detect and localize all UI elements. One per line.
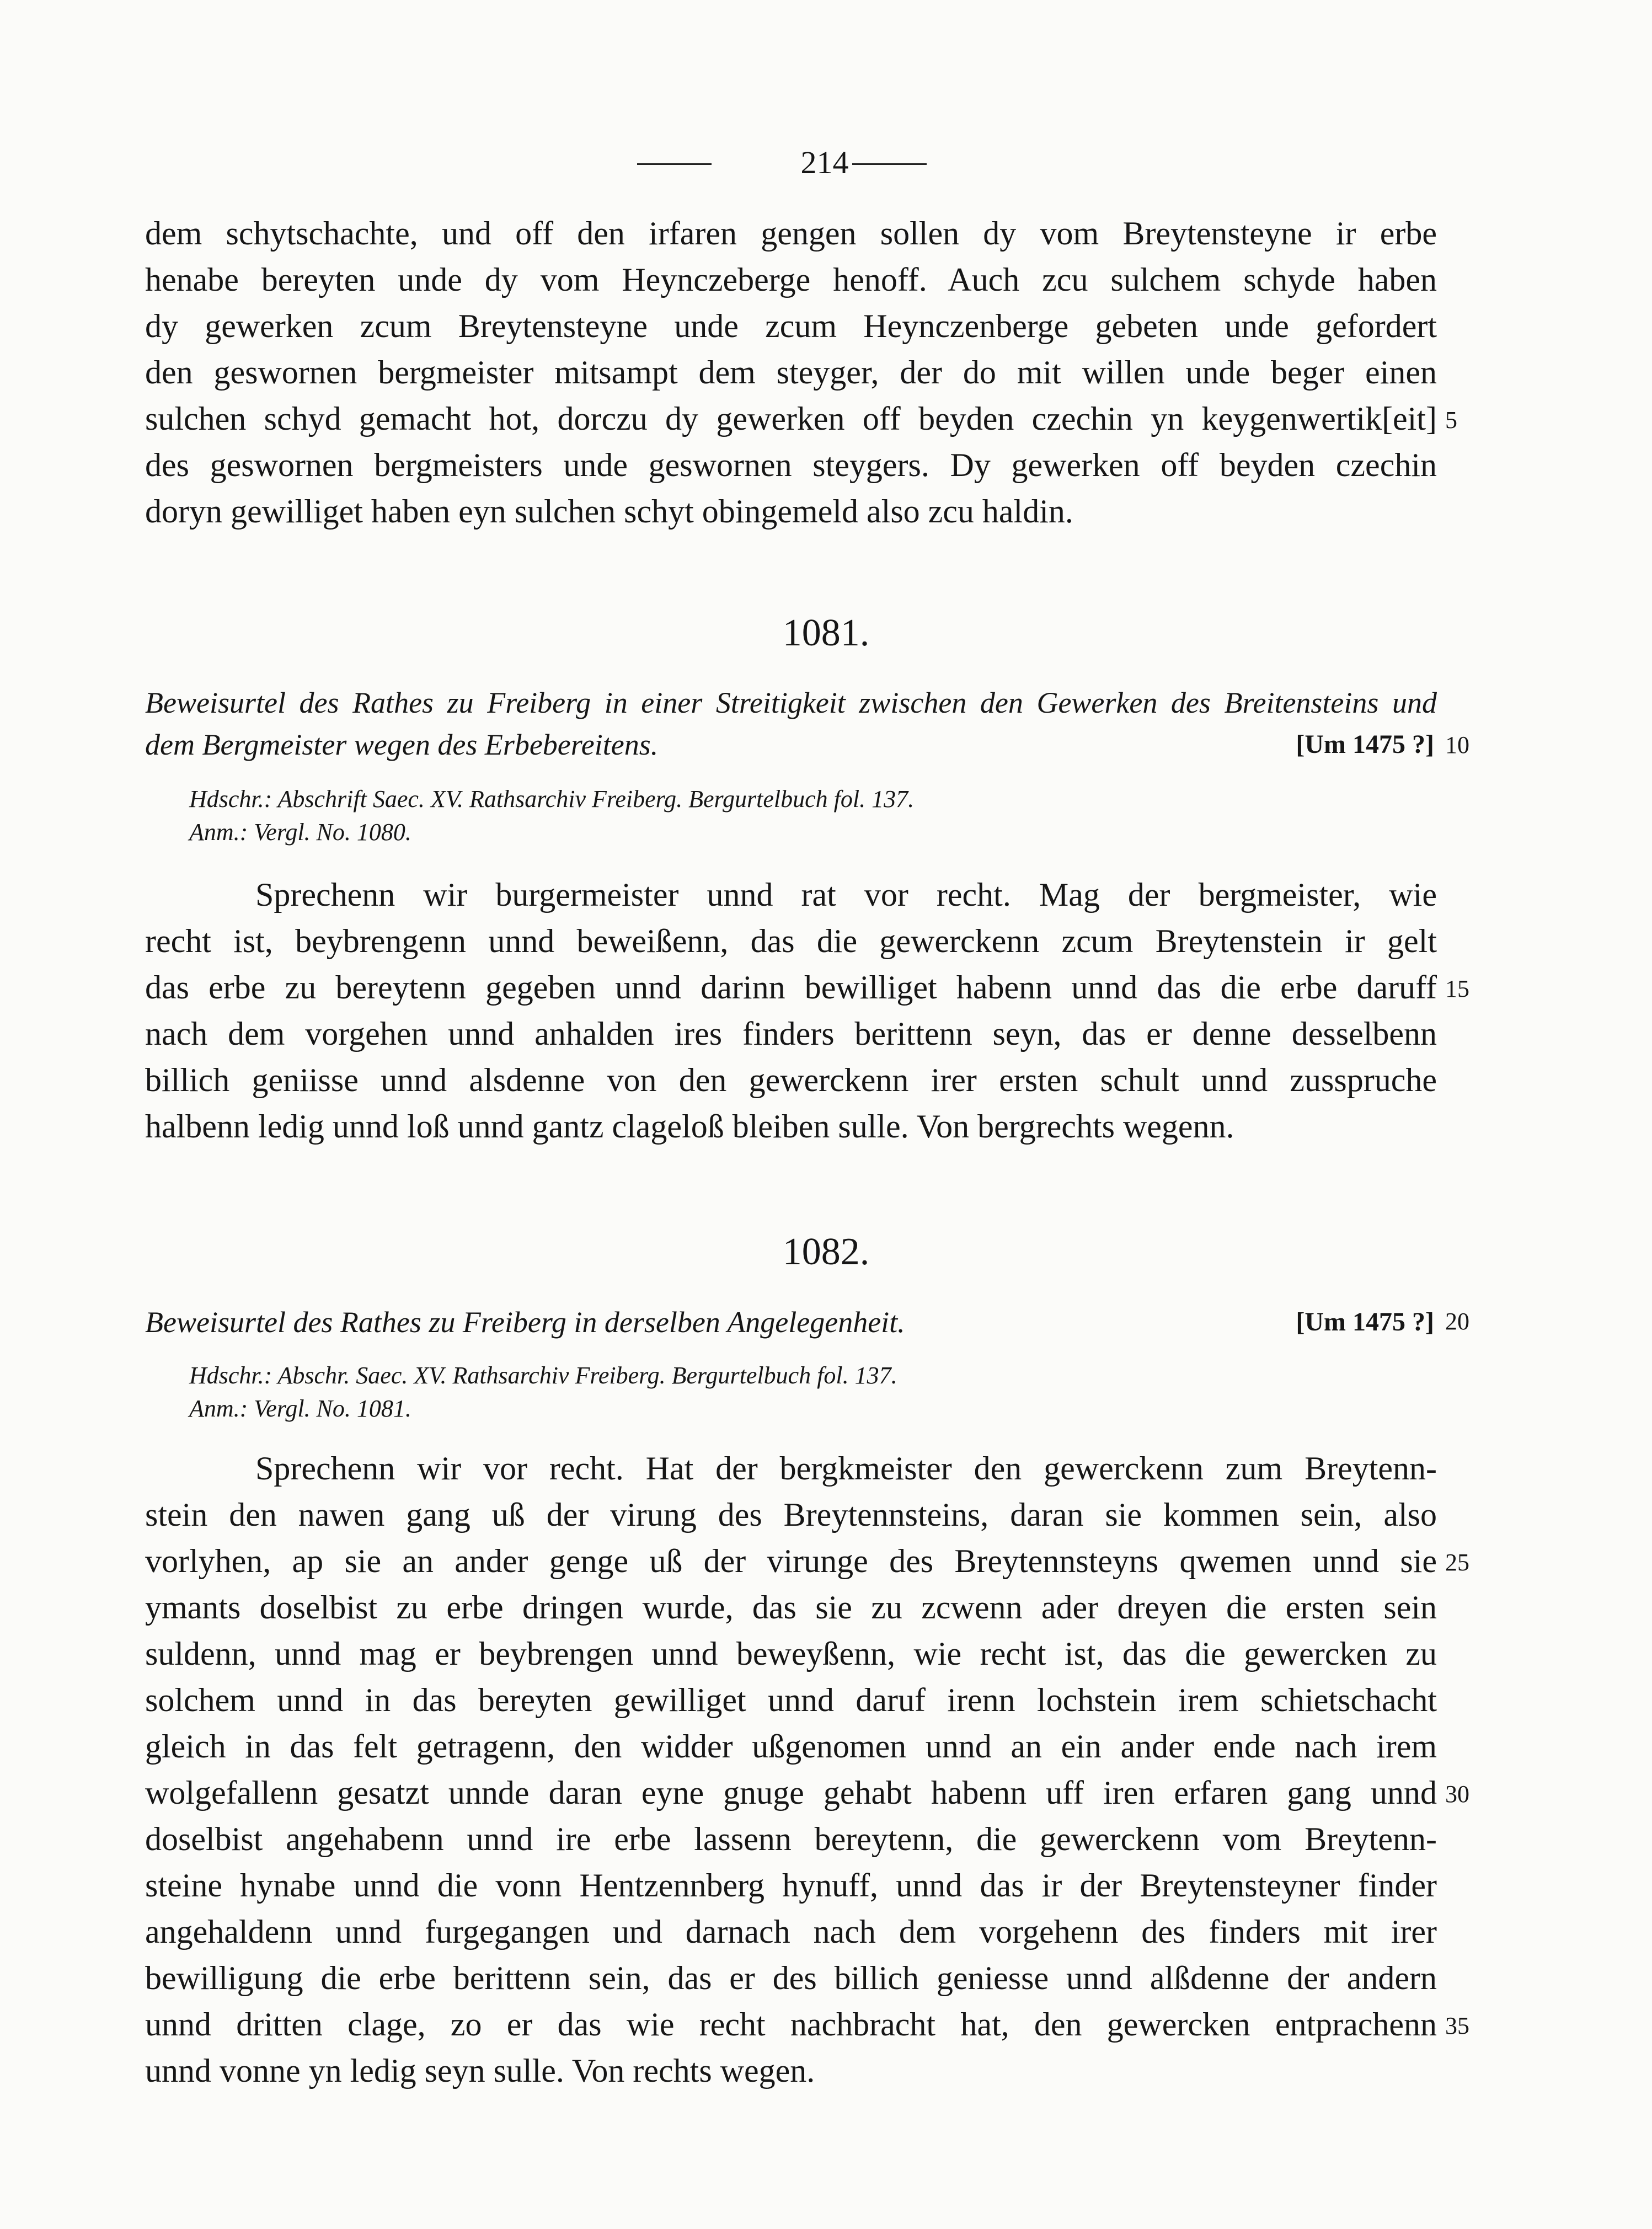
section-number: 1081. [782, 612, 870, 654]
text-line: des geswornen bergmeisters unde geswornen steygers. Dy gewerken off beyden czechin [145, 447, 1437, 483]
text-line: halbenn ledig unnd loß unnd gantz clageloß bleiben sulle. Von bergrechts wegenn. [145, 1108, 1234, 1145]
text-line: das erbe zu bereytenn gegeben unnd darinn bewilliget habenn unnd das die erbe daruff [145, 969, 1437, 1006]
text-line: doselbist angehabenn unnd ire erbe lassenn bereytenn, die gewerckenn vom Breytenn- [145, 1821, 1437, 1857]
text-line: gleich in das felt getragenn, den widder ußgenomen unnd an ein ander ende nach irem [145, 1728, 1437, 1765]
line-number: 35 [1445, 2012, 1469, 2039]
text-line: wolgefallenn gesatzt unnde daran eyne gnuge gehabt habenn uff iren erfaren gang unnd [145, 1774, 1437, 1811]
text-line: recht ist, beybrengenn unnd beweißenn, das die gewerckenn zcum Breytenstein ir gelt [145, 923, 1437, 959]
text-line: bewilligung die erbe berittenn sein, das er des billich geniesse unnd alßdenne der andern [145, 1960, 1437, 1996]
text-line: sulchen schyd gemacht hot, dorczu dy gewerken off beyden czechin yn keygenwertik[eit] [145, 400, 1437, 437]
text-line: ymants doselbist zu erbe dringen wurde, das sie zu zcwenn ader dreyen die ersten sein [145, 1589, 1437, 1626]
text-line: nach dem vorgehen unnd anhalden ires finders berittenn seyn, das er denne desselbenn [145, 1015, 1437, 1052]
text-line: suldenn, unnd mag er beybrengen unnd beweyßenn, wie recht ist, das die gewercken zu [145, 1635, 1437, 1672]
text-line: dy gewerken zcum Breytensteyne unde zcum Heynczenberge gebeten unde gefordert [145, 308, 1437, 344]
source-manuscript: Hdschr.: Abschr. Saec. XV. Rathsarchiv Freiberg. Bergurtelbuch fol. 137. [189, 1362, 897, 1389]
text-line: steine hynabe unnd die vonn Hentzennberg hynuff, unnd das ir der Breytensteyner finder [145, 1867, 1437, 1904]
text-line: Sprechenn wir vor recht. Hat der bergkmeister den gewerckenn zum Breytenn- [255, 1450, 1437, 1487]
line-number: 30 [1445, 1781, 1469, 1808]
line-number: 15 [1445, 975, 1469, 1002]
text-line: vorlyhen, ap sie an ander genge uß der virunge des Breytennsteyns qwemen unnd sie [145, 1543, 1437, 1579]
line-number: 20 [1445, 1308, 1469, 1335]
header-rule-right [852, 163, 927, 165]
text-line: solchem unnd in das bereyten gewilliget unnd daruf irenn lochstein irem schietschacht [145, 1682, 1437, 1718]
text-line: angehaldenn unnd furgegangen und darnach nach dem vorgehenn des finders mit irer [145, 1913, 1437, 1950]
line-number: 5 [1445, 407, 1457, 434]
text-line: henabe bereyten unde dy vom Heynczeberge henoff. Auch zcu sulchem schyde haben [145, 261, 1437, 298]
source-manuscript: Hdschr.: Abschrift Saec. XV. Rathsarchiv Freiberg. Bergurtelbuch fol. 137. [189, 785, 915, 813]
page-number: 214 [800, 145, 849, 180]
text-line: billich geniisse unnd alsdenne von den gewerckenn irer ersten schult unnd zusspruche [145, 1062, 1437, 1098]
section-date: [Um 1475 ?] [1296, 1307, 1434, 1337]
text-line: stein den nawen gang uß der virung des Breytennsteins, daran sie kommen sein, also [145, 1496, 1437, 1533]
section-date: [Um 1475 ?] [1296, 730, 1434, 759]
source-note: Anm.: Vergl. No. 1080. [189, 819, 411, 846]
text-line: den geswornen bergmeister mitsampt dem steyger, der do mit willen unde beger einen [145, 354, 1437, 391]
section-summary: dem Bergmeister wegen des Erbebereitens. [145, 728, 659, 761]
section-summary: Beweisurtel des Rathes zu Freiberg in einer Streitigkeit zwischen den Gewerken des Breitensteins und [145, 686, 1437, 719]
text-line: doryn gewilliget haben eyn sulchen schyt obingemeld also zcu haldin. [145, 493, 1073, 530]
text-line: Sprechenn wir burgermeister unnd rat vor recht. Mag der bergmeister, wie [255, 876, 1437, 913]
source-note: Anm.: Vergl. No. 1081. [189, 1395, 411, 1422]
section-summary: Beweisurtel des Rathes zu Freiberg in derselben Angelegenheit. [145, 1306, 905, 1339]
text-line: dem schytschachte, und off den irfaren gengen sollen dy vom Breytensteyne ir erbe [145, 215, 1437, 252]
text-line: unnd vonne yn ledig seyn sulle. Von rechts wegen. [145, 2052, 815, 2089]
header-rule-left [637, 163, 712, 165]
text-line: unnd dritten clage, zo er das wie recht nachbracht hat, den gewercken entprachenn [145, 2006, 1437, 2043]
line-number: 10 [1445, 731, 1469, 758]
line-number: 25 [1445, 1549, 1469, 1576]
section-number: 1082. [782, 1231, 870, 1273]
